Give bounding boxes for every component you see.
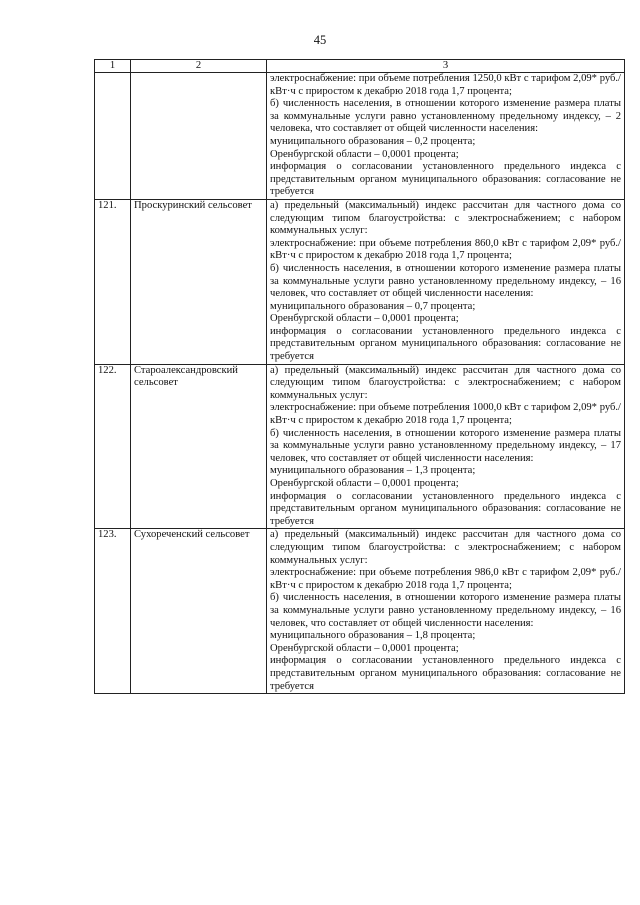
row-number: 123. xyxy=(95,529,131,694)
detail-paragraph: информация о согласовании установленного предельного индекса с представительным органом муниципального образования: согласование не требуется xyxy=(270,161,621,198)
detail-paragraph: муниципального образования – 1,3 процента; xyxy=(270,465,476,477)
column-header-2: 2 xyxy=(131,60,267,73)
detail-paragraph: б) численность населения, в отношении которого изменение размера платы за коммунальные услуги равно установленному предельному индексу, – 2 человека, что составляет от общей численности населения: xyxy=(270,98,621,135)
detail-paragraph: а) предельный (максимальный) индекс рассчитан для частного дома со следующим типом благоустройства: с электроснабжением; с набором коммунальных услуг: xyxy=(270,199,621,237)
detail-paragraph: информация о согласовании установленного предельного индекса с представительным органом муниципального образования: согласование не требуется xyxy=(270,655,621,692)
detail-paragraph: электроснабжение: при объеме потребления 1000,0 кВт с тарифом 2,09* руб./кВт·ч с приростом к декабрю 2018 года 1,7 процента; xyxy=(270,402,621,427)
row-number: 121. xyxy=(95,199,131,364)
row-number: 122. xyxy=(95,364,131,529)
detail-paragraph: Оренбургской области – 0,0001 процента; xyxy=(270,313,459,325)
detail-paragraph: Оренбургской области – 0,0001 процента; xyxy=(270,148,459,160)
table-row xyxy=(95,199,625,364)
detail-paragraph: муниципального образования – 0,2 процента; xyxy=(270,135,476,147)
detail-paragraph: б) численность населения, в отношении которого изменение размера платы за коммунальные услуги равно установленному предельному индексу, – 16 человек, что составляет от общей численности населения: xyxy=(270,592,621,629)
detail-paragraph: информация о согласовании установленного предельного индекса с представительным органом муниципального образования: согласование не требуется xyxy=(270,490,621,527)
index-details xyxy=(267,73,625,200)
row-number xyxy=(95,73,131,200)
page-number: 45 xyxy=(313,33,327,47)
detail-paragraph: Оренбургской области – 0,0001 процента; xyxy=(270,478,459,489)
detail-paragraph: муниципального образования – 0,7 процента; xyxy=(270,300,476,312)
table-row xyxy=(95,364,625,529)
detail-paragraph: электроснабжение: при объеме потребления 986,0 кВт с тарифом 2,09* руб./кВт·ч с приростом к декабрю 2018 года 1,7 процента; xyxy=(270,567,621,591)
index-details xyxy=(267,199,625,364)
municipality-name: Проскуринский сельсовет xyxy=(131,199,267,364)
detail-paragraph: б) численность населения, в отношении которого изменение размера платы за коммунальные услуги равно установленному предельному индексу, – 17 человек, что составляет от общей численности населения: xyxy=(270,427,621,464)
municipality-name: Староалександровский сельсовет xyxy=(131,364,267,529)
detail-paragraph: а) предельный (максимальный) индекс рассчитан для частного дома со следующим типом благоустройства: с электроснабжением; с набором коммунальных услуг: xyxy=(270,364,621,401)
table-row xyxy=(95,73,625,200)
detail-paragraph: электроснабжение: при объеме потребления 1250,0 кВт с тарифом 2,09* руб./кВт·ч с приростом к декабрю 2018 года 1,7 процента; xyxy=(270,73,621,97)
detail-paragraph: муниципального образования – 1,8 процента; xyxy=(270,630,476,642)
index-details xyxy=(267,364,625,529)
detail-paragraph: б) численность населения, в отношении которого изменение размера платы за коммунальные услуги равно установленному предельному индексу, – 16 человек, что составляет от общей численности населения: xyxy=(270,262,621,300)
index-details xyxy=(267,529,625,694)
table-body xyxy=(95,73,625,694)
detail-paragraph: а) предельный (максимальный) индекс рассчитан для частного дома со следующим типом благоустройства: с электроснабжением; с набором коммунальных услуг: xyxy=(270,529,621,566)
column-header-3: 3 xyxy=(267,60,625,73)
column-header-1: 1 xyxy=(95,60,131,73)
table-row xyxy=(95,529,625,694)
column-number-row xyxy=(95,60,625,73)
detail-paragraph: информация о согласовании установленного предельного индекса с представительным органом муниципального образования: согласование не требуется xyxy=(270,325,621,363)
tariff-index-table xyxy=(94,59,625,694)
detail-paragraph: электроснабжение: при объеме потребления 860,0 кВт с тарифом 2,09* руб./кВт·ч с приростом к декабрю 2018 года 1,7 процента; xyxy=(270,237,621,262)
municipality-name xyxy=(131,73,267,200)
detail-paragraph: Оренбургской области – 0,0001 процента; xyxy=(270,642,459,654)
municipality-name: Сухореченский сельсовет xyxy=(131,529,267,694)
